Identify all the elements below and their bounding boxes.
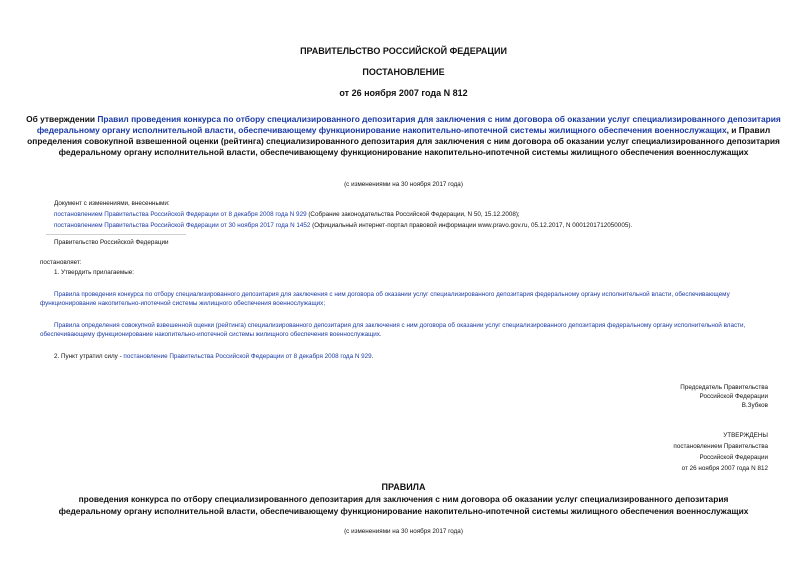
approved-line-2: Российской Федерации [699, 454, 768, 461]
government-label: Правительство Российской Федерации [54, 239, 169, 246]
paragraph-2-end: . [371, 353, 374, 360]
paragraph-2-text: 2. Пункт утратил силу - [54, 353, 124, 360]
doc-subject [12, 114, 795, 158]
resolves-label: постановляет: [40, 259, 82, 266]
change-source: (Собрание законодательства Российской Федерации, N 50, 15.12.2008); [306, 211, 520, 218]
paragraph-2-link[interactable]: постановление Правительства Российской Федерации от 8 декабря 2008 года N 929 [123, 353, 372, 360]
approved-line-1: постановлением Правительства [673, 443, 768, 450]
signature-block [560, 383, 768, 410]
rules-contest-link[interactable]: Правила проведения конкурса по отбору специализированного депозитария для заключения с ним договора об оказании услуг специализированного депозитария федеральному органу исполнительной власти, обеспечивающему функционирование накопительно-ипотечной системы жилищного обеспечения военнослужащих; [40, 291, 730, 307]
amendment-note-2: (с изменениями на 30 ноября 2017 года) [344, 528, 463, 535]
doc-type: ПОСТАНОВЛЕНИЕ [362, 67, 445, 77]
rules-heading-line-2: федеральному органу исполнительной власти, обеспечивающему функционирование накопительно-ипотечной системы жилищного обеспечения военнослужащих [58, 506, 749, 516]
signature-country: Российской Федерации [699, 393, 768, 400]
paragraph-1: 1. Утвердить прилагаемые: [54, 269, 134, 276]
rules-rating-link[interactable]: Правила определения совокупной взвешенной оценки (рейтинга) специализированного депозитария для заключения с ним договора об оказании услуг специализированного депозитария федеральному органу исполнительной власти, обеспечивающему функционирование накопительно-ипотечной системы жилищного обеспечения военнослужащих. [40, 322, 746, 338]
change-item [54, 210, 794, 219]
change-source: (Официальный интернет-портал правовой информации www.pravo.gov.ru, 05.12.2017, N 0001201712050005). [310, 222, 633, 229]
doc-date-number: от 26 ноября 2007 года N 812 [339, 88, 468, 98]
approved-line-3: от 26 ноября 2007 года N 812 [681, 465, 768, 472]
approved-title: УТВЕРЖДЕНЫ [723, 432, 768, 439]
paragraph-2 [54, 352, 373, 361]
subject-prefix: Об утверждении [26, 114, 98, 124]
change-item [54, 221, 804, 230]
subject-rules-rating: Правил определения совокупной взвешенной оценки (рейтинга) специализированного депозитария для заключения с ним договора об оказании услуг специализированного депозитария федеральному органу исполнительной власти, обеспечивающему функционирование накопительно-ипотечной системы жилищного обеспечения военнослужащих [27, 125, 780, 157]
approved-block [560, 431, 768, 473]
signature-name: В.Зубков [741, 402, 768, 409]
org-title: ПРАВИТЕЛЬСТВО РОССИЙСКОЙ ФЕДЕРАЦИИ [300, 46, 507, 56]
separator-line [46, 234, 186, 235]
subject-middle: , и [726, 125, 739, 135]
subject-link-rules-contest[interactable]: Правил проведения конкурса по отбору специализированного депозитария для заключения с ним договора об оказании услуг специализированного депозитария федеральному органу исполнительной власти, обеспечивающему функционирование накопительно-ипотечной системы жилищного обеспечения военнослужащих [36, 114, 781, 135]
change-link[interactable]: постановлением Правительства Российской Федерации от 8 декабря 2008 года N 929 [54, 211, 307, 218]
change-link[interactable]: постановлением Правительства Российской Федерации от 30 ноября 2017 года N 1452 [54, 222, 311, 229]
changes-intro: Документ с изменениями, внесенными: [54, 200, 170, 207]
signature-position: Председатель Правительства [680, 384, 768, 391]
rules-title: ПРАВИЛА [381, 482, 426, 492]
amendment-note: (с изменениями на 30 ноября 2017 года) [344, 181, 463, 188]
rules-heading-line-1: проведения конкурса по отбору специализированного депозитария для заключения с ним договора об оказании услуг специализированного депозитария [78, 494, 729, 504]
